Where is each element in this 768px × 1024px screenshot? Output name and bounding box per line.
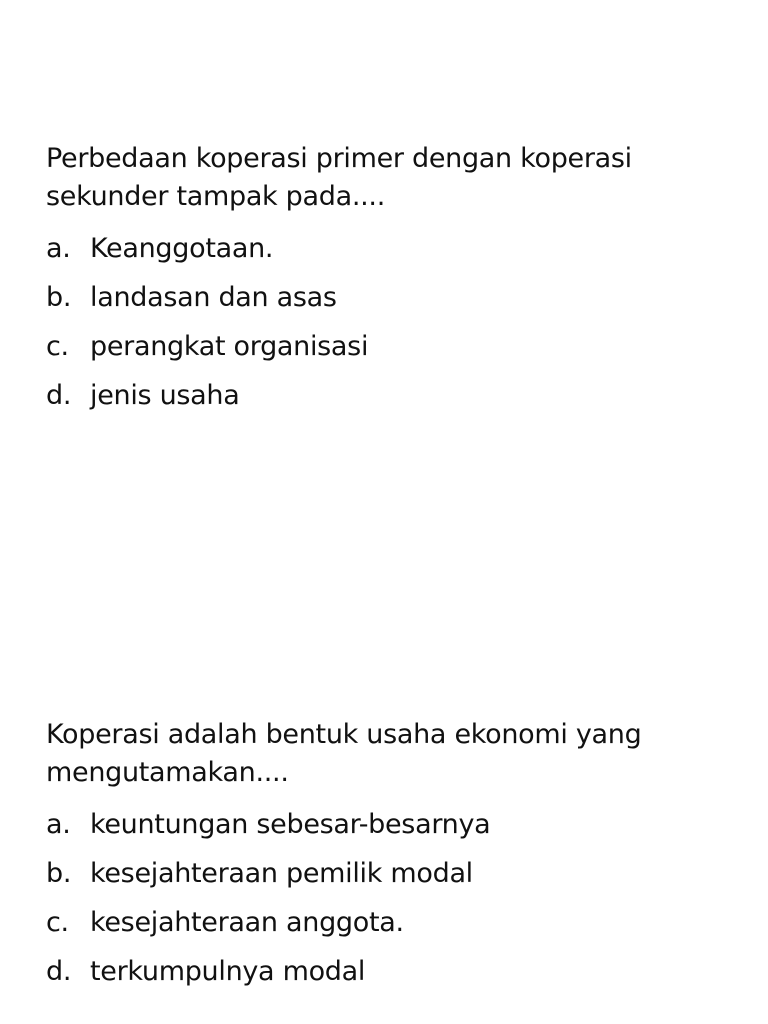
option-letter: b.: [46, 282, 72, 313]
option-text: Keanggotaan.: [90, 233, 274, 264]
option-letter: d.: [46, 380, 72, 411]
option-letter: b.: [46, 858, 72, 889]
question-1: [46, 140, 736, 420]
option-letter: c.: [46, 331, 69, 362]
option-text: jenis usaha: [90, 380, 240, 411]
question-1-option-d: [46, 371, 736, 420]
option-letter: a.: [46, 233, 71, 264]
option-text: keuntungan sebesar-besarnya: [90, 809, 491, 840]
option-text: perangkat organisasi: [90, 331, 369, 362]
option-text: landasan dan asas: [90, 282, 337, 313]
question-1-option-b: [46, 273, 736, 322]
option-letter: a.: [46, 809, 71, 840]
option-letter: d.: [46, 956, 72, 987]
question-1-options: [46, 224, 736, 420]
question-2: [46, 716, 736, 996]
option-text: kesejahteraan anggota.: [90, 907, 404, 938]
option-text: kesejahteraan pemilik modal: [90, 858, 473, 889]
question-2-stem: Koperasi adalah bentuk usaha ekonomi yang mengutamakan....: [46, 719, 642, 788]
option-letter: c.: [46, 907, 69, 938]
option-text: terkumpulnya modal: [90, 956, 366, 987]
question-1-stem: Perbedaan koperasi primer dengan koperasi sekunder tampak pada....: [46, 143, 632, 212]
question-1-option-c: [46, 322, 736, 371]
question-2-options: [46, 800, 736, 996]
question-2-option-a: [46, 800, 736, 849]
question-2-option-b: [46, 849, 736, 898]
question-2-option-c: [46, 898, 736, 947]
question-2-option-d: [46, 947, 736, 996]
question-1-option-a: [46, 224, 736, 273]
